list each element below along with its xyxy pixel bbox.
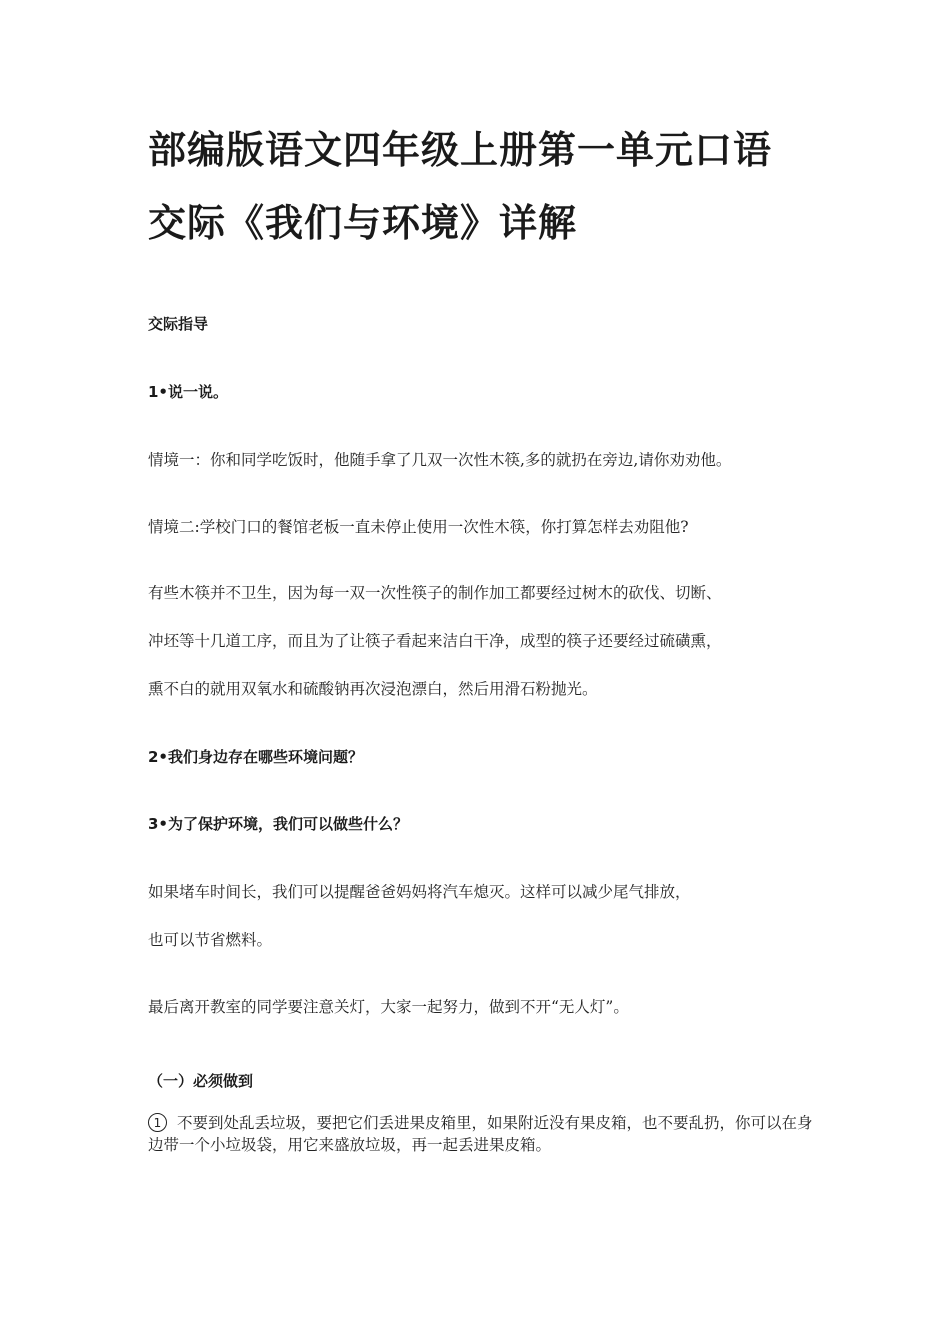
answer-2-text: 最后离开教室的同学要注意关灯，大家一起努力，做到不开“无人灯”。 — [148, 998, 629, 1016]
subsection-heading: （一）必须做到 — [148, 1072, 254, 1090]
item-3-heading: 3•为了保护环境，我们可以做些什么？ — [148, 815, 409, 833]
document-title-line-2: 交际《我们与环境》详解 — [148, 201, 578, 245]
explanation-line-1: 有些木筷并不卫生，因为每一双一次性筷子的制作加工都要经过树木的砍伐、切断、 — [148, 584, 722, 602]
item-2-heading: 2•我们身边存在哪些环境问题？ — [148, 748, 364, 766]
scenario-2-text: 情境二:学校门口的餐馆老板一直未停止使用一次性木筷，你打算怎样去劝阻他? — [148, 518, 689, 536]
answer-1-line-2: 也可以节省燃料。 — [148, 931, 273, 949]
answer-1-line-1: 如果堵车时间长，我们可以提醒爸爸妈妈将汽车熄灭。这样可以减少尾气排放， — [148, 883, 691, 901]
item-1-heading: 1•说一说。 — [148, 383, 229, 401]
explanation-line-3: 熏不白的就用双氧水和硫酸钠再次浸泡漂白，然后用滑石粉抛光。 — [148, 680, 598, 698]
scenario-1-text: 情境一：你和同学吃饭时，他随手拿了几双一次性木筷,多的就扔在旁边,请你劝劝他。 — [148, 451, 732, 469]
circled-number-1: 1 — [148, 1113, 167, 1132]
document-title-line-1: 部编版语文四年级上册第一单元口语 — [148, 128, 773, 172]
rule-1-paragraph — [148, 1112, 813, 1156]
section-heading: 交际指导 — [148, 315, 209, 333]
explanation-line-2: 冲坯等十几道工序，而且为了让筷子看起来洁白干净，成型的筷子还要经过硫磺熏， — [148, 632, 722, 650]
rule-1-text: 不要到处乱丢垃圾，要把它们丢进果皮箱里，如果附近没有果皮箱，也不要乱扔，你可以在身边带一个小垃圾袋，用它来盛放垃圾，再一起丢进果皮箱。 — [148, 1114, 813, 1154]
